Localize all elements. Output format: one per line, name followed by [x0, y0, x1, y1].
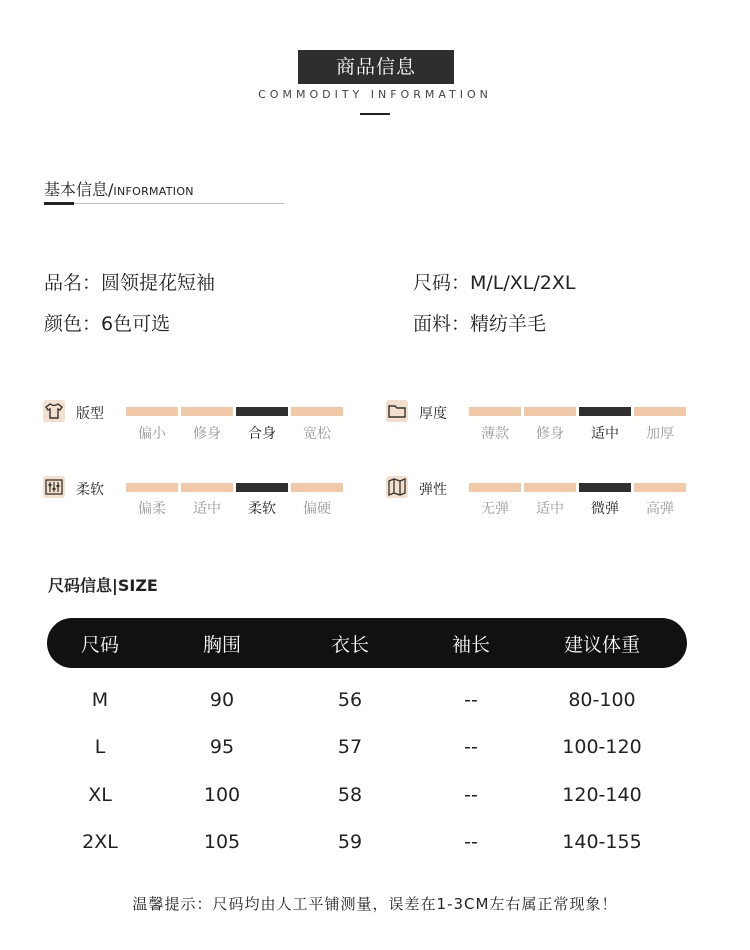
product-sizes: 尺码：M/L/XL/2XL [413, 272, 576, 294]
fit-option-3: 合身 [248, 426, 276, 442]
fit-scale-seg-3 [236, 407, 288, 416]
fit-option-4: 宽松 [303, 426, 331, 442]
size-tip-note: 温馨提示：尺码均由人工平铺测量，误差在1-3CM左右属正常现象！ [132, 895, 618, 913]
basic-info-divider [44, 203, 284, 204]
table-cell: 56 [337, 689, 363, 711]
table-cell: 95 [209, 736, 235, 758]
table-cell: XL [88, 784, 112, 806]
basic-info-divider-accent [44, 202, 74, 205]
table-cell: 2XL [82, 831, 118, 853]
table-cell: -- [464, 784, 478, 806]
elasticity-scale-seg-4 [634, 483, 686, 492]
table-cell: 140-155 [562, 831, 642, 853]
softness-option-4: 偏硬 [303, 501, 331, 517]
product-name: 品名：圆领提花短袖 [44, 272, 216, 294]
table-cell: 57 [337, 736, 363, 758]
table-cell: 100 [203, 784, 241, 806]
table-cell: 120-140 [562, 784, 642, 806]
softness-option-2: 适中 [193, 501, 221, 517]
thickness-scale-seg-1 [469, 407, 521, 416]
product-color: 颜色：6色可选 [44, 313, 171, 335]
col-header-sleeve: 袖长 [451, 634, 490, 656]
col-header-length: 衣长 [330, 634, 369, 656]
table-cell: 58 [337, 784, 363, 806]
folder-icon [386, 400, 408, 422]
table-cell: -- [464, 689, 478, 711]
size-info-heading: 尺码信息|SIZE [48, 576, 158, 595]
elasticity-option-2: 适中 [536, 501, 564, 517]
elasticity-scale-seg-2 [524, 483, 576, 492]
section-title: 商品信息 [298, 50, 454, 84]
attr-label-fit: 版型 [76, 406, 104, 422]
thickness-option-2: 修身 [536, 426, 564, 442]
table-cell: 105 [203, 831, 241, 853]
thickness-option-4: 加厚 [646, 426, 674, 442]
softness-scale-seg-4 [291, 483, 343, 492]
thickness-option-1: 薄款 [481, 426, 509, 442]
table-cell: 59 [337, 831, 363, 853]
table-cell: M [91, 689, 109, 711]
basic-info-heading-en: INFORMATION [113, 185, 194, 198]
section-subtitle: COMMODITY INFORMATION [258, 88, 492, 101]
table-cell: L [94, 736, 106, 758]
sliders-icon [43, 476, 65, 498]
col-header-chest: 胸围 [202, 634, 241, 656]
attr-label-thickness: 厚度 [419, 406, 447, 422]
softness-scale-seg-1 [126, 483, 178, 492]
basic-info-heading [44, 177, 194, 200]
map-icon [386, 476, 408, 498]
table-cell: -- [464, 736, 478, 758]
thickness-scale-seg-3 [579, 407, 631, 416]
table-cell: 80-100 [568, 689, 636, 711]
attr-label-softness: 柔软 [76, 482, 104, 498]
elasticity-option-1: 无弹 [481, 501, 509, 517]
softness-scale-seg-2 [181, 483, 233, 492]
fit-scale-seg-1 [126, 407, 178, 416]
softness-option-1: 偏柔 [138, 501, 166, 517]
table-cell: 100-120 [562, 736, 642, 758]
basic-info-heading-cn: 基本信息/ [44, 180, 114, 199]
tshirt-icon [43, 400, 65, 422]
col-header-size: 尺码 [80, 634, 119, 656]
thickness-scale-seg-2 [524, 407, 576, 416]
elasticity-scale-seg-3 [579, 483, 631, 492]
product-fabric: 面料：精纺羊毛 [413, 313, 547, 335]
fit-scale-seg-2 [181, 407, 233, 416]
thickness-option-3: 适中 [591, 426, 619, 442]
thickness-scale-seg-4 [634, 407, 686, 416]
table-cell: -- [464, 831, 478, 853]
table-cell: 90 [209, 689, 235, 711]
elasticity-option-3: 微弹 [591, 501, 619, 517]
elasticity-scale-seg-1 [469, 483, 521, 492]
title-divider [360, 113, 390, 115]
attr-label-elasticity: 弹性 [419, 482, 447, 498]
softness-scale-seg-3 [236, 483, 288, 492]
fit-scale-seg-4 [291, 407, 343, 416]
col-header-weight: 建议体重 [563, 634, 640, 656]
fit-option-1: 偏小 [138, 426, 166, 442]
fit-option-2: 修身 [193, 426, 221, 442]
elasticity-option-4: 高弹 [646, 501, 674, 517]
softness-option-3: 柔软 [248, 501, 276, 517]
